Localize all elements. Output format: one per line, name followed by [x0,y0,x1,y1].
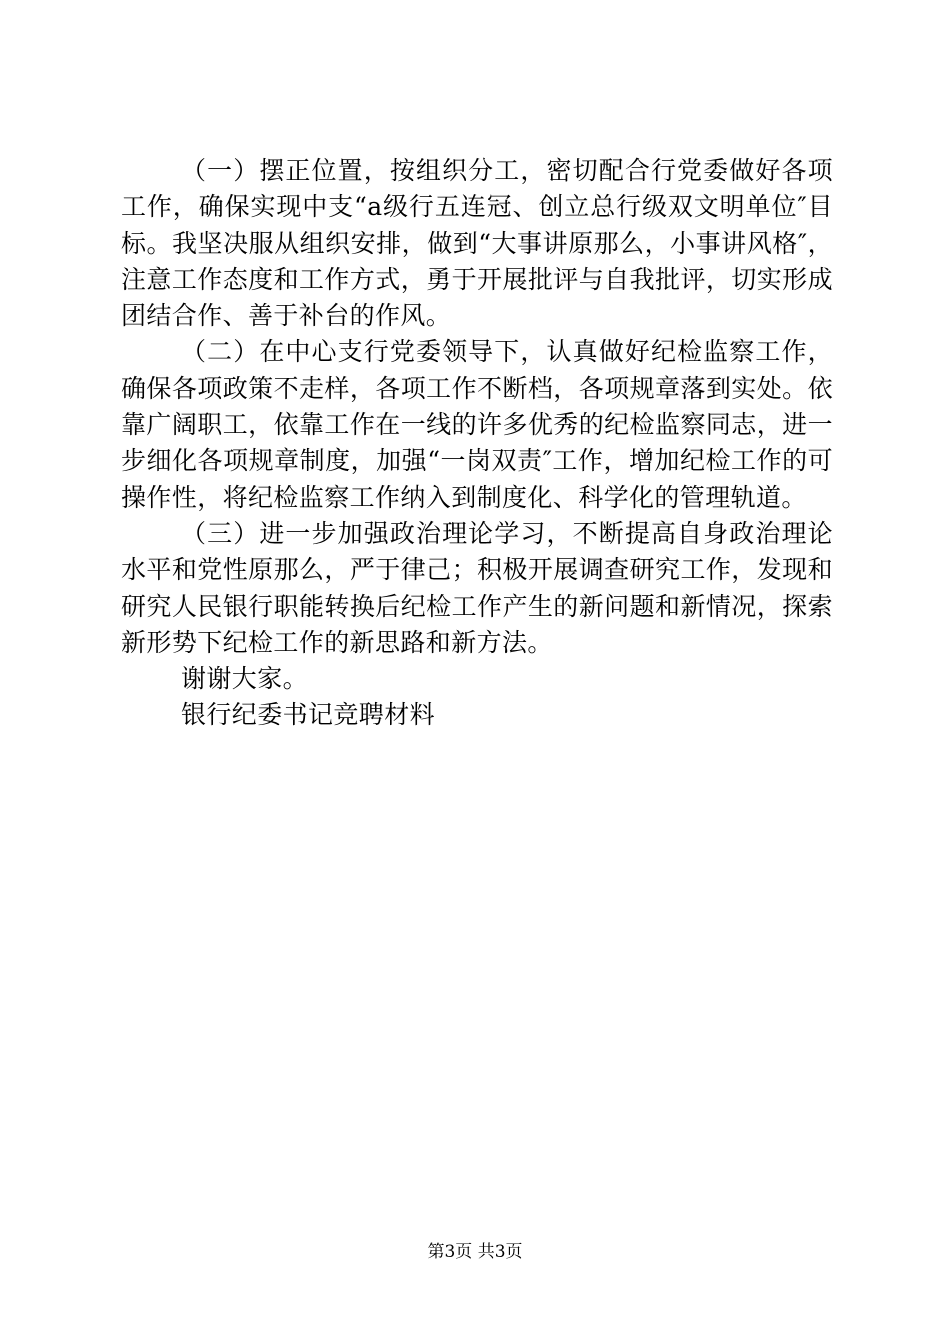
paragraph-2: （二）在中心支行党委领导下，认真做好纪检监察工作，确保各项政策不走样，各项工作不断档，各项规章落到实处。依靠广阔职工，依靠工作在一线的许多优秀的纪检监察同志，进一步细化各项规章制度，加强“一岗双责″工作，增加纪检工作的可操作性，将纪检监察工作纳入到制度化、科学化的管理轨道。 [121,337,833,512]
page-number-footer: 第3页 共3页 [427,1242,523,1262]
paragraph-1: （一）摆正位置，按组织分工，密切配合行党委做好各项工作，确保实现中支“a级行五连冠、创立总行级双文明单位″目标。我坚决服从组织安排，做到“大事讲原那么，小事讲风格″，注意工作态度和工作方式，勇于开展批评与自我批评，切实形成团结合作、善于补台的作风。 [121,156,833,331]
document-title-line: 银行纪委书记竞聘材料 [181,700,436,730]
document-body [121,153,833,734]
paragraph-3: （三）进一步加强政治理论学习，不断提高自身政治理论水平和党性原那么，严于律己；积极开展调查研究工作，发现和研究人民银行职能转换后纪检工作产生的新问题和新情况，探索新形势下纪检工作的新思路和新方法。 [121,518,833,657]
closing-line: 谢谢大家。 [181,664,309,694]
